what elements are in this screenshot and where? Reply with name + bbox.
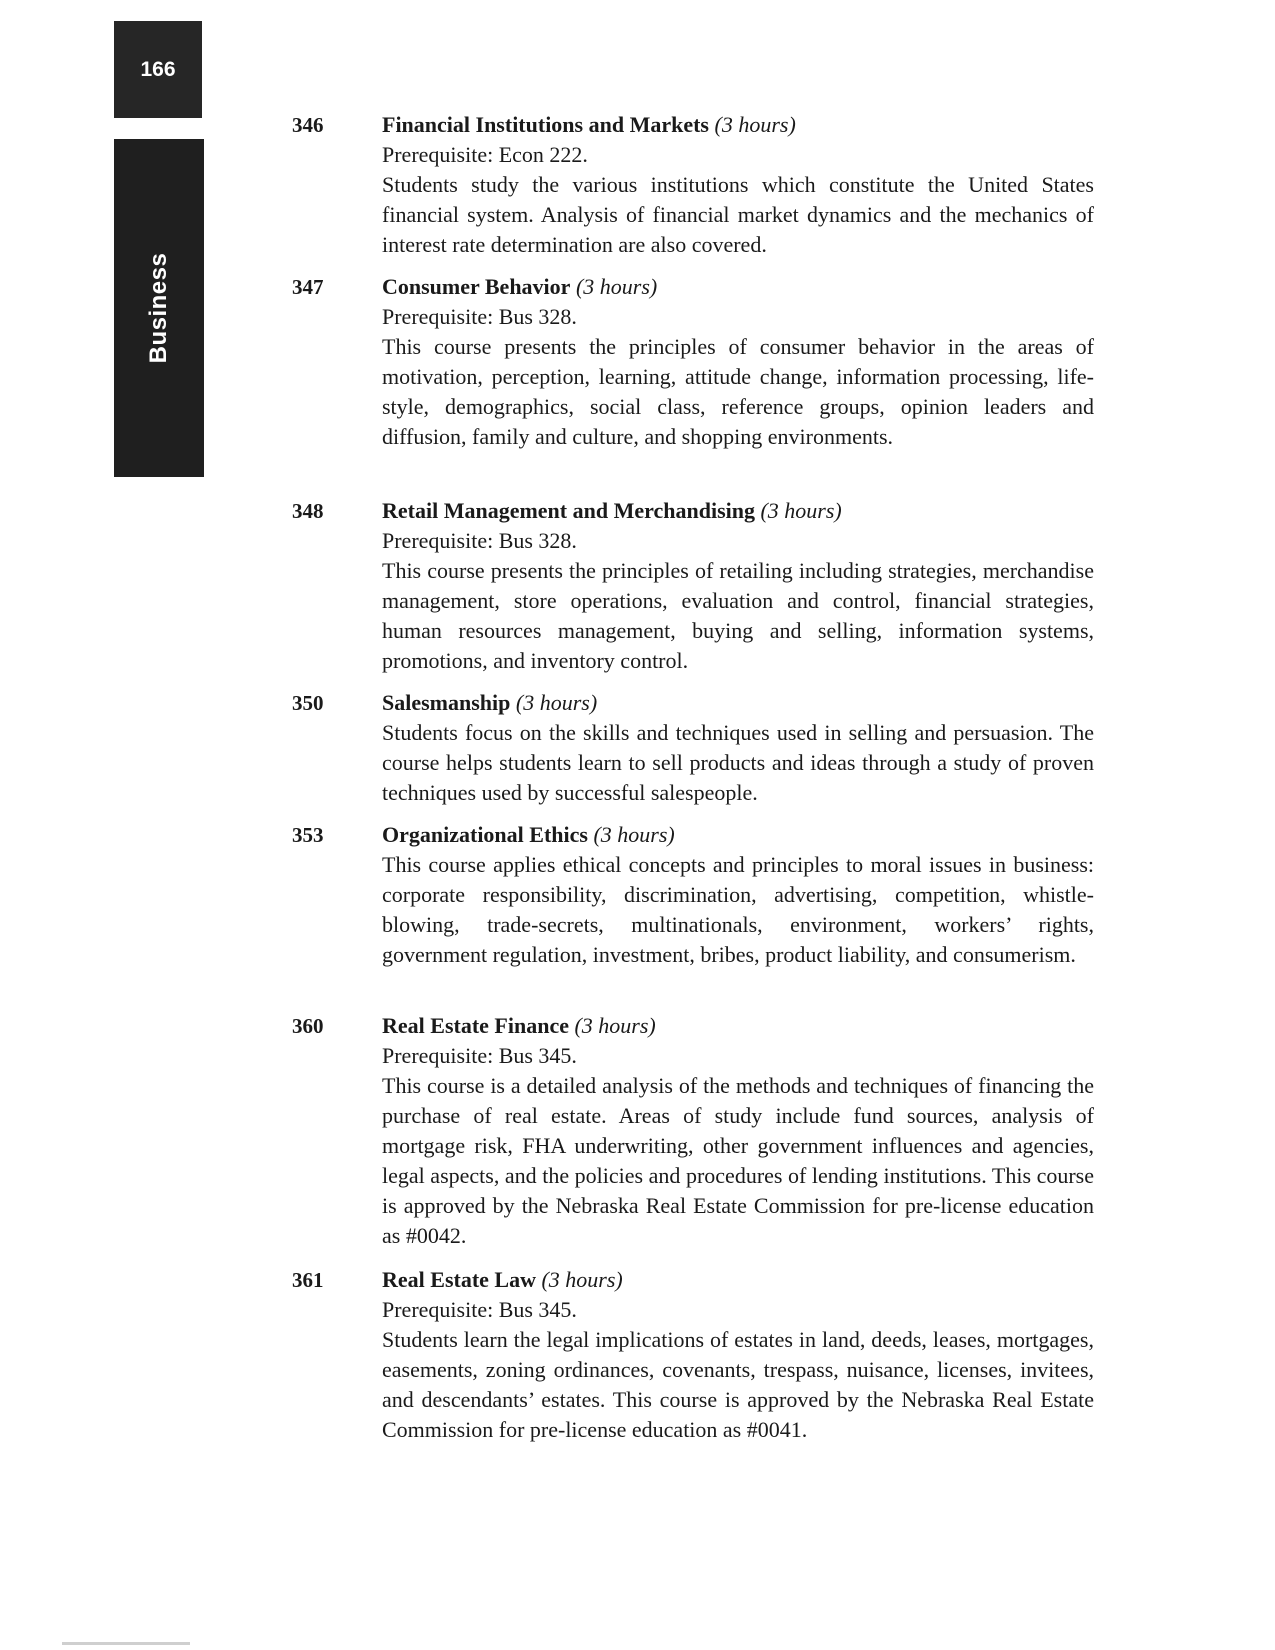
course-description: Students study the various institutions which constitute the United States financial system. Analysis of financial market dynamics and the mechanics of interest rate determination are also covered. xyxy=(382,172,1094,257)
course-title: Organizational Ethics xyxy=(382,822,588,847)
course-number: 361 xyxy=(292,1268,324,1292)
course-heading xyxy=(382,1011,1094,1041)
course-hours: (3 hours) xyxy=(714,112,796,137)
course-prerequisite: Prerequisite: Bus 328. xyxy=(382,528,577,553)
course-prerequisite: Prerequisite: Bus 328. xyxy=(382,304,577,329)
page-number-tab xyxy=(114,21,202,118)
course-hours: (3 hours) xyxy=(760,498,842,523)
course-number: 360 xyxy=(292,1014,324,1038)
course-title: Consumer Behavior xyxy=(382,274,571,299)
course-description: This course presents the principles of consumer behavior in the areas of motivation, perception, learning, attitude change, information processing, life-style, demographics, social class, reference groups, opinion leaders and diffusion, family and culture, and shopping environments. xyxy=(382,334,1094,449)
page-number: 166 xyxy=(140,57,176,81)
bottom-rule xyxy=(62,1642,190,1645)
course-prerequisite: Prerequisite: Bus 345. xyxy=(382,1043,577,1068)
course-heading xyxy=(382,1265,1094,1295)
course-number: 350 xyxy=(292,691,324,715)
course-prerequisite: Prerequisite: Bus 345. xyxy=(382,1297,577,1322)
course-number: 347 xyxy=(292,275,324,299)
course-description: This course is a detailed analysis of the methods and techniques of financing the purchase of real estate. Areas of study include fund sources, analysis of mortgage risk, FHA underwriting, other government influences and agencies, legal aspects, and the policies and procedures of lending institutions. This course is approved by the Nebraska Real Estate Commission for pre-license education as #0042. xyxy=(382,1073,1094,1248)
course-hours: (3 hours) xyxy=(515,690,598,715)
course-hours: (3 hours) xyxy=(541,1267,623,1292)
course-title: Salesmanship xyxy=(382,690,511,715)
course-hours: (3 hours) xyxy=(574,1013,656,1038)
course-hours: (3 hours) xyxy=(575,274,658,299)
course-description: Students learn the legal implications of estates in land, deeds, leases, mortgages, easements, zoning ordinances, covenants, trespass, nuisance, licenses, invitees, and descendants’ estates. This course is approved by the Nebraska Real Estate Commission for pre-license education as #0041. xyxy=(382,1327,1094,1442)
course-heading xyxy=(382,272,1094,302)
course-hours: (3 hours) xyxy=(593,822,675,847)
course-heading xyxy=(382,496,1094,526)
section-tab xyxy=(114,139,204,477)
course-title: Real Estate Finance xyxy=(382,1013,569,1038)
course-number: 348 xyxy=(292,499,324,523)
course-title: Retail Management and Merchandising xyxy=(382,498,755,523)
course-description: This course presents the principles of retailing including strategies, merchandise management, store operations, evaluation and control, financial strategies, human resources management, buying and selling, information systems, promotions, and inventory control. xyxy=(382,558,1094,673)
course-heading xyxy=(382,110,1094,140)
course-number: 353 xyxy=(292,823,324,847)
course-description: Students focus on the skills and techniques used in selling and persuasion. The course helps students learn to sell products and ideas through a study of proven techniques used by successful salespeople. xyxy=(382,720,1094,805)
course-heading xyxy=(382,820,1094,850)
course-heading xyxy=(382,688,1094,718)
course-prerequisite: Prerequisite: Econ 222. xyxy=(382,142,588,167)
course-number: 346 xyxy=(292,113,324,137)
course-title: Financial Institutions and Markets xyxy=(382,112,709,137)
course-description: This course applies ethical concepts and principles to moral issues in business: corporate responsibility, discrimination, advertising, competition, whistle-blowing, trade-secrets, multinationals, environment, workers’ rights, government regulation, investment, bribes, product liability, and consumerism. xyxy=(382,852,1094,967)
course-title: Real Estate Law xyxy=(382,1267,536,1292)
section-label: Business xyxy=(145,252,172,364)
